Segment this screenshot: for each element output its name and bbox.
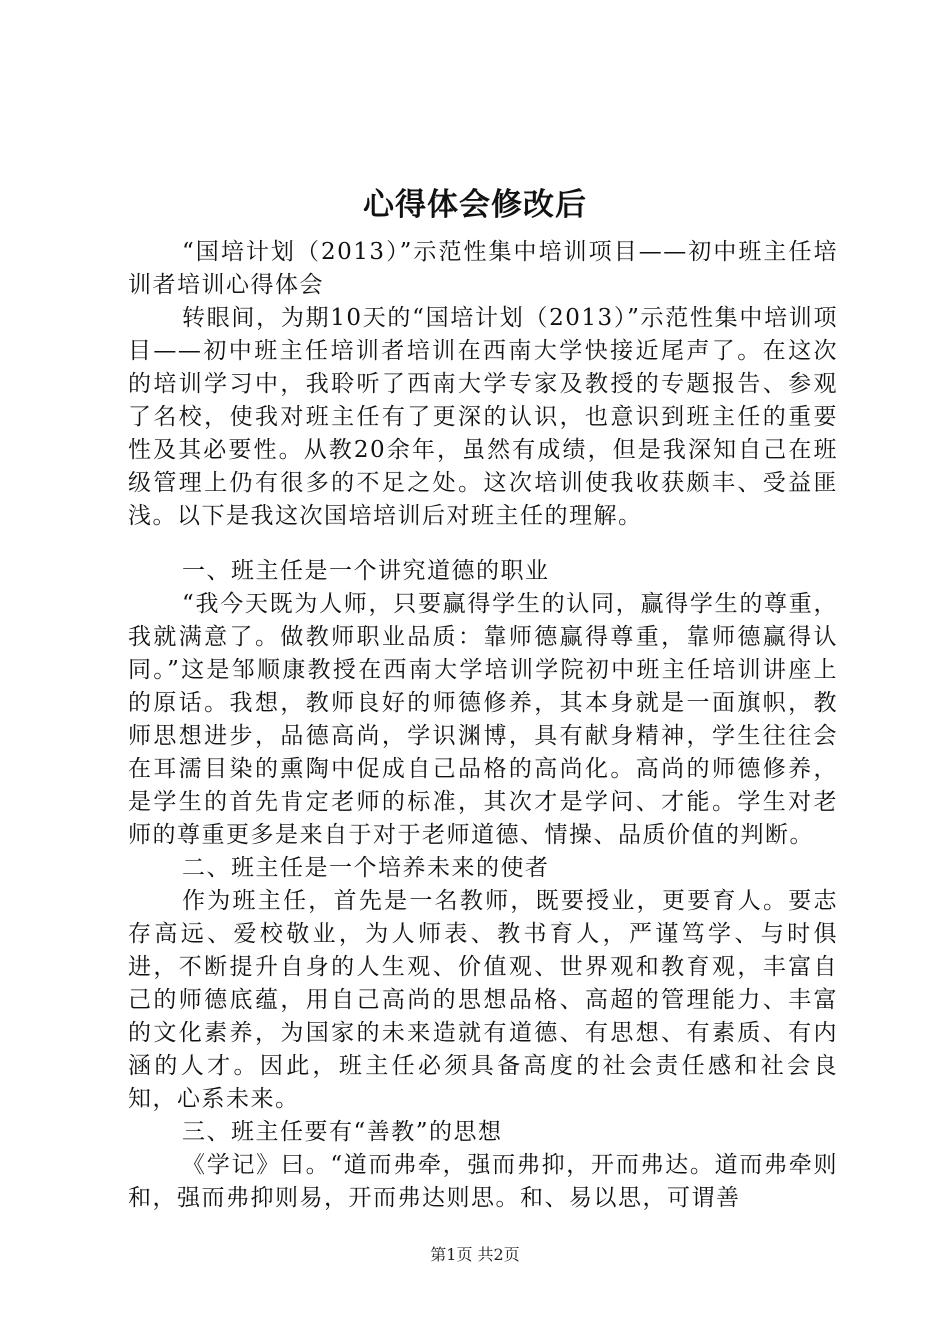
section-heading-2: 二、班主任是一个培养未来的使者 (182, 855, 550, 881)
section-heading-3: 三、班主任要有“善教”的思想 (182, 1119, 503, 1145)
intro-paragraph: 转眼间，为期10天的“国培计划（2013）”示范性集中培训项目——初中班主任培训者培训在西南大学快接近尾声了。在这次的培训学习中，我聆听了西南大学专家及教授的专题报告、参观了名校，使我对班主任有了更深的认识，也意识到班主任的重要性及其必要性。从教20余年，虽然有成绩，但是我深知自己在班级管理上仍有很多的不足之处。这次培训使我收获颇丰、受益匪浅。以下是我这次国培培训后对班主任的理解。 (128, 305, 838, 529)
section-3-paragraph: 《学记》曰。“道而弗牵，强而弗抑，开而弗达。道而弗牵则和，强而弗抑则易，开而弗达则思。和、易以思，可谓善 (128, 1152, 838, 1211)
subtitle-paragraph: “国培计划（2013）”示范性集中培训项目——初中班主任培训者培训心得体会 (128, 239, 838, 298)
document-body (128, 236, 838, 1215)
section-2-paragraph: 作为班主任，首先是一名教师，既要授业，更要育人。要志存高远、爱校敬业，为人师表、教书育人，严谨笃学、与时俱进，不断提升自身的人生观、价值观、世界观和教育观，丰富自己的师德底蕴，用自己高尚的思想品格、高超的管理能力、丰富的文化素养，为国家的未来造就有道德、有思想、有素质、有内涵的人才。因此，班主任必须具备高度的社会责任感和社会良知，心系未来。 (128, 888, 838, 1112)
page-footer: 第1页 共2页 (430, 1245, 520, 1264)
document-title: 心得体会修改后 (363, 187, 587, 223)
section-1-paragraph: “我今天既为人师，只要赢得学生的认同，赢得学生的尊重，我就满意了。做教师职业品质：靠师德赢得尊重，靠师德赢得认同。”这是邹顺康教授在西南大学培训学院初中班主任培训讲座上的原话。我想，教师良好的师德修养，其本身就是一面旗帜，教师思想进步，品德高尚，学识渊博，具有献身精神，学生往往会在耳濡目染的熏陶中促成自己品格的高尚化。高尚的师德修养，是学生的首先肯定老师的标准，其次才是学问、才能。学生对老师的尊重更多是来自于对于老师道德、情操、品质价值的判断。 (128, 591, 838, 848)
section-heading-1: 一、班主任是一个讲究道德的职业 (182, 558, 550, 584)
